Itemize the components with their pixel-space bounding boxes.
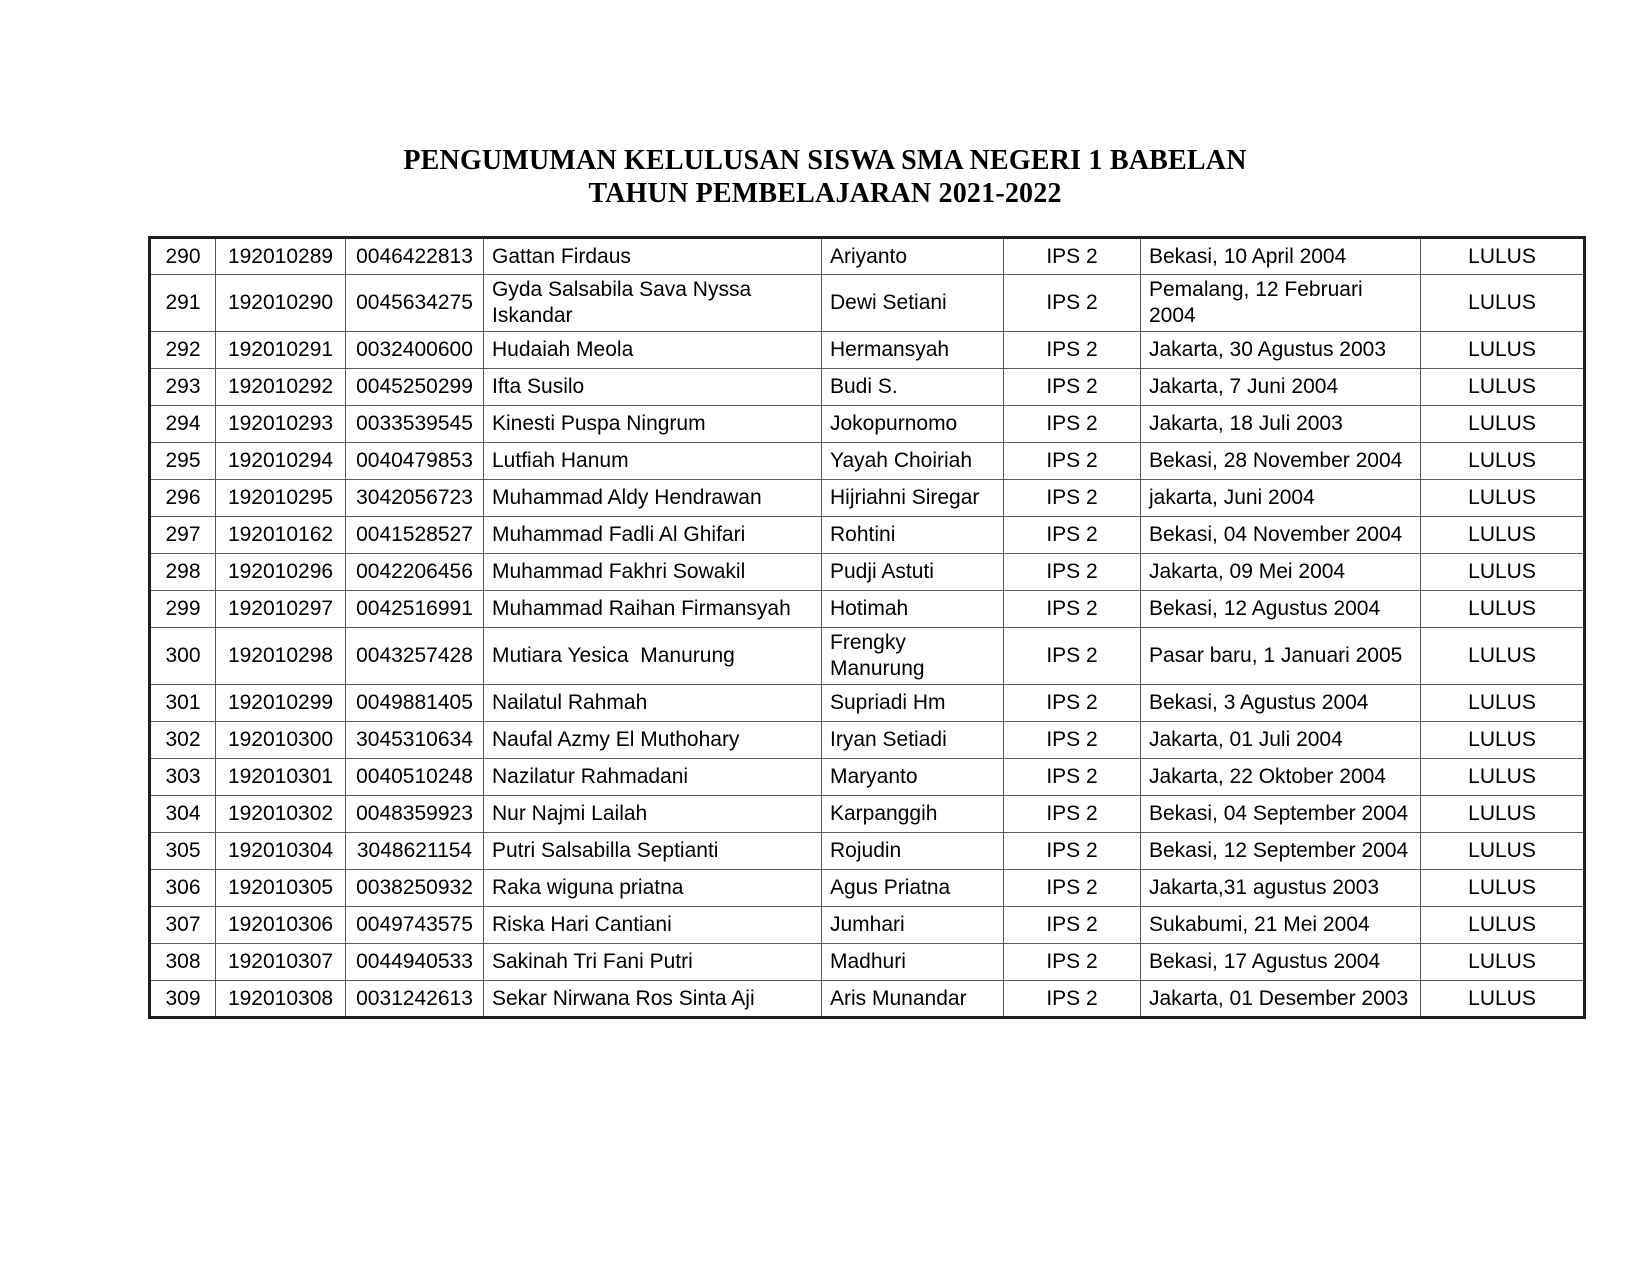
cell-student-id: 192010299 [216, 685, 346, 722]
cell-student-name: Naufal Azmy El Muthohary [484, 722, 822, 759]
cell-class: IPS 2 [1004, 907, 1141, 944]
cell-student-name: Muhammad Fakhri Sowakil [484, 554, 822, 591]
cell-student-id: 192010293 [216, 406, 346, 443]
cell-status: LULUS [1421, 685, 1585, 722]
cell-student-name: Raka wiguna priatna [484, 870, 822, 907]
cell-status: LULUS [1421, 443, 1585, 480]
cell-nisn: 0049881405 [346, 685, 484, 722]
cell-status: LULUS [1421, 332, 1585, 369]
cell-student-id: 192010290 [216, 275, 346, 332]
cell-class: IPS 2 [1004, 628, 1141, 685]
cell-class: IPS 2 [1004, 722, 1141, 759]
cell-nisn: 0045634275 [346, 275, 484, 332]
cell-student-id: 192010291 [216, 332, 346, 369]
cell-student-name: Muhammad Fadli Al Ghifari [484, 517, 822, 554]
table-row [150, 332, 1585, 369]
graduation-table-body [150, 238, 1585, 1018]
cell-class: IPS 2 [1004, 238, 1141, 275]
cell-parent-name: Aris Munandar [822, 981, 1004, 1018]
cell-student-name: Ifta Susilo [484, 369, 822, 406]
cell-class: IPS 2 [1004, 870, 1141, 907]
cell-parent-name: Jokopurnomo [822, 406, 1004, 443]
cell-row-number: 299 [150, 591, 216, 628]
cell-class: IPS 2 [1004, 796, 1141, 833]
cell-student-name: Gyda Salsabila Sava Nyssa Iskandar [484, 275, 822, 332]
cell-nisn: 0042516991 [346, 591, 484, 628]
cell-parent-name: Agus Priatna [822, 870, 1004, 907]
cell-birth-place-date: Pasar baru, 1 Januari 2005 [1141, 628, 1421, 685]
cell-nisn: 0033539545 [346, 406, 484, 443]
cell-row-number: 301 [150, 685, 216, 722]
cell-status: LULUS [1421, 480, 1585, 517]
cell-student-name: Sekar Nirwana Ros Sinta Aji [484, 981, 822, 1018]
cell-birth-place-date: Bekasi, 10 April 2004 [1141, 238, 1421, 275]
table-row [150, 517, 1585, 554]
cell-student-name: Kinesti Puspa Ningrum [484, 406, 822, 443]
cell-nisn: 3048621154 [346, 833, 484, 870]
cell-row-number: 304 [150, 796, 216, 833]
cell-row-number: 294 [150, 406, 216, 443]
table-row [150, 759, 1585, 796]
cell-nisn: 0038250932 [346, 870, 484, 907]
cell-nisn: 3045310634 [346, 722, 484, 759]
cell-status: LULUS [1421, 406, 1585, 443]
cell-row-number: 295 [150, 443, 216, 480]
cell-student-name: Muhammad Raihan Firmansyah [484, 591, 822, 628]
cell-parent-name: Supriadi Hm [822, 685, 1004, 722]
cell-birth-place-date: Jakarta, 7 Juni 2004 [1141, 369, 1421, 406]
cell-row-number: 290 [150, 238, 216, 275]
cell-student-id: 192010289 [216, 238, 346, 275]
cell-student-id: 192010295 [216, 480, 346, 517]
table-row [150, 833, 1585, 870]
cell-row-number: 302 [150, 722, 216, 759]
cell-class: IPS 2 [1004, 517, 1141, 554]
cell-student-id: 192010304 [216, 833, 346, 870]
cell-nisn: 0048359923 [346, 796, 484, 833]
cell-status: LULUS [1421, 759, 1585, 796]
cell-parent-name: Hotimah [822, 591, 1004, 628]
table-row [150, 685, 1585, 722]
cell-parent-name: Ariyanto [822, 238, 1004, 275]
cell-birth-place-date: Jakarta, 30 Agustus 2003 [1141, 332, 1421, 369]
table-row [150, 369, 1585, 406]
table-row [150, 870, 1585, 907]
cell-status: LULUS [1421, 981, 1585, 1018]
graduation-table [148, 236, 1586, 1019]
cell-student-name: Muhammad Aldy Hendrawan [484, 480, 822, 517]
table-row [150, 554, 1585, 591]
table-row [150, 443, 1585, 480]
cell-birth-place-date: Bekasi, 28 November 2004 [1141, 443, 1421, 480]
cell-class: IPS 2 [1004, 406, 1141, 443]
cell-student-id: 192010292 [216, 369, 346, 406]
cell-status: LULUS [1421, 591, 1585, 628]
cell-birth-place-date: Pemalang, 12 Februari 2004 [1141, 275, 1421, 332]
cell-nisn: 0041528527 [346, 517, 484, 554]
cell-parent-name: Pudji Astuti [822, 554, 1004, 591]
cell-student-name: Riska Hari Cantiani [484, 907, 822, 944]
cell-parent-name: Hermansyah [822, 332, 1004, 369]
cell-student-name: Nazilatur Rahmadani [484, 759, 822, 796]
table-row [150, 275, 1585, 332]
cell-student-id: 192010301 [216, 759, 346, 796]
cell-student-id: 192010305 [216, 870, 346, 907]
table-row [150, 944, 1585, 981]
cell-parent-name: Dewi Setiani [822, 275, 1004, 332]
cell-class: IPS 2 [1004, 591, 1141, 628]
cell-birth-place-date: Jakarta, 18 Juli 2003 [1141, 406, 1421, 443]
document-title-line1: PENGUMUMAN KELULUSAN SISWA SMA NEGERI 1 BABELAN [403, 145, 1247, 176]
cell-student-id: 192010302 [216, 796, 346, 833]
cell-status: LULUS [1421, 275, 1585, 332]
cell-nisn: 0049743575 [346, 907, 484, 944]
cell-student-id: 192010298 [216, 628, 346, 685]
cell-nisn: 0042206456 [346, 554, 484, 591]
cell-nisn: 0040510248 [346, 759, 484, 796]
cell-student-name: Hudaiah Meola [484, 332, 822, 369]
table-row [150, 981, 1585, 1018]
cell-status: LULUS [1421, 907, 1585, 944]
cell-status: LULUS [1421, 554, 1585, 591]
cell-class: IPS 2 [1004, 480, 1141, 517]
cell-status: LULUS [1421, 833, 1585, 870]
cell-student-name: Nur Najmi Lailah [484, 796, 822, 833]
cell-birth-place-date: Bekasi, 04 September 2004 [1141, 796, 1421, 833]
cell-class: IPS 2 [1004, 554, 1141, 591]
cell-birth-place-date: Bekasi, 3 Agustus 2004 [1141, 685, 1421, 722]
cell-row-number: 297 [150, 517, 216, 554]
cell-nisn: 0045250299 [346, 369, 484, 406]
cell-class: IPS 2 [1004, 275, 1141, 332]
cell-birth-place-date: Jakarta, 09 Mei 2004 [1141, 554, 1421, 591]
cell-nisn: 0046422813 [346, 238, 484, 275]
table-row [150, 722, 1585, 759]
cell-student-id: 192010308 [216, 981, 346, 1018]
table-row [150, 480, 1585, 517]
cell-student-name: Mutiara Yesica Manurung [484, 628, 822, 685]
cell-status: LULUS [1421, 238, 1585, 275]
cell-birth-place-date: Bekasi, 12 September 2004 [1141, 833, 1421, 870]
cell-class: IPS 2 [1004, 685, 1141, 722]
cell-status: LULUS [1421, 517, 1585, 554]
cell-student-name: Nailatul Rahmah [484, 685, 822, 722]
cell-birth-place-date: Jakarta,31 agustus 2003 [1141, 870, 1421, 907]
cell-birth-place-date: Bekasi, 17 Agustus 2004 [1141, 944, 1421, 981]
cell-student-id: 192010307 [216, 944, 346, 981]
cell-nisn: 0031242613 [346, 981, 484, 1018]
cell-class: IPS 2 [1004, 759, 1141, 796]
cell-row-number: 309 [150, 981, 216, 1018]
cell-parent-name: Rohtini [822, 517, 1004, 554]
cell-row-number: 306 [150, 870, 216, 907]
cell-row-number: 308 [150, 944, 216, 981]
cell-birth-place-date: Bekasi, 12 Agustus 2004 [1141, 591, 1421, 628]
cell-parent-name: Iryan Setiadi [822, 722, 1004, 759]
cell-student-name: Gattan Firdaus [484, 238, 822, 275]
cell-row-number: 293 [150, 369, 216, 406]
cell-row-number: 305 [150, 833, 216, 870]
cell-student-id: 192010162 [216, 517, 346, 554]
cell-row-number: 303 [150, 759, 216, 796]
cell-row-number: 292 [150, 332, 216, 369]
cell-parent-name: Hijriahni Siregar [822, 480, 1004, 517]
cell-birth-place-date: jakarta, Juni 2004 [1141, 480, 1421, 517]
cell-student-name: Lutfiah Hanum [484, 443, 822, 480]
cell-nisn: 0032400600 [346, 332, 484, 369]
cell-student-id: 192010306 [216, 907, 346, 944]
cell-student-name: Sakinah Tri Fani Putri [484, 944, 822, 981]
cell-parent-name: Karpanggih [822, 796, 1004, 833]
document-title [0, 144, 1650, 210]
cell-parent-name: Jumhari [822, 907, 1004, 944]
cell-status: LULUS [1421, 369, 1585, 406]
cell-parent-name: Budi S. [822, 369, 1004, 406]
cell-row-number: 307 [150, 907, 216, 944]
cell-class: IPS 2 [1004, 369, 1141, 406]
cell-birth-place-date: Sukabumi, 21 Mei 2004 [1141, 907, 1421, 944]
cell-parent-name: Rojudin [822, 833, 1004, 870]
table-row [150, 591, 1585, 628]
cell-row-number: 298 [150, 554, 216, 591]
cell-status: LULUS [1421, 628, 1585, 685]
cell-birth-place-date: Bekasi, 04 November 2004 [1141, 517, 1421, 554]
cell-nisn: 0043257428 [346, 628, 484, 685]
cell-student-id: 192010296 [216, 554, 346, 591]
cell-class: IPS 2 [1004, 833, 1141, 870]
cell-student-id: 192010297 [216, 591, 346, 628]
cell-status: LULUS [1421, 796, 1585, 833]
cell-parent-name: Frengky Manurung [822, 628, 1004, 685]
table-row [150, 238, 1585, 275]
table-row [150, 796, 1585, 833]
cell-nisn: 3042056723 [346, 480, 484, 517]
cell-class: IPS 2 [1004, 443, 1141, 480]
cell-birth-place-date: Jakarta, 22 Oktober 2004 [1141, 759, 1421, 796]
cell-class: IPS 2 [1004, 332, 1141, 369]
cell-birth-place-date: Jakarta, 01 Juli 2004 [1141, 722, 1421, 759]
table-row [150, 628, 1585, 685]
cell-row-number: 296 [150, 480, 216, 517]
cell-student-id: 192010294 [216, 443, 346, 480]
cell-nisn: 0044940533 [346, 944, 484, 981]
cell-row-number: 291 [150, 275, 216, 332]
cell-parent-name: Yayah Choiriah [822, 443, 1004, 480]
cell-parent-name: Maryanto [822, 759, 1004, 796]
cell-class: IPS 2 [1004, 981, 1141, 1018]
cell-row-number: 300 [150, 628, 216, 685]
cell-parent-name: Madhuri [822, 944, 1004, 981]
cell-status: LULUS [1421, 870, 1585, 907]
cell-student-name: Putri Salsabilla Septianti [484, 833, 822, 870]
table-row [150, 907, 1585, 944]
cell-class: IPS 2 [1004, 944, 1141, 981]
cell-nisn: 0040479853 [346, 443, 484, 480]
table-row [150, 406, 1585, 443]
cell-status: LULUS [1421, 944, 1585, 981]
cell-student-id: 192010300 [216, 722, 346, 759]
cell-birth-place-date: Jakarta, 01 Desember 2003 [1141, 981, 1421, 1018]
cell-status: LULUS [1421, 722, 1585, 759]
document-title-line2: TAHUN PEMBELAJARAN 2021-2022 [588, 178, 1062, 209]
